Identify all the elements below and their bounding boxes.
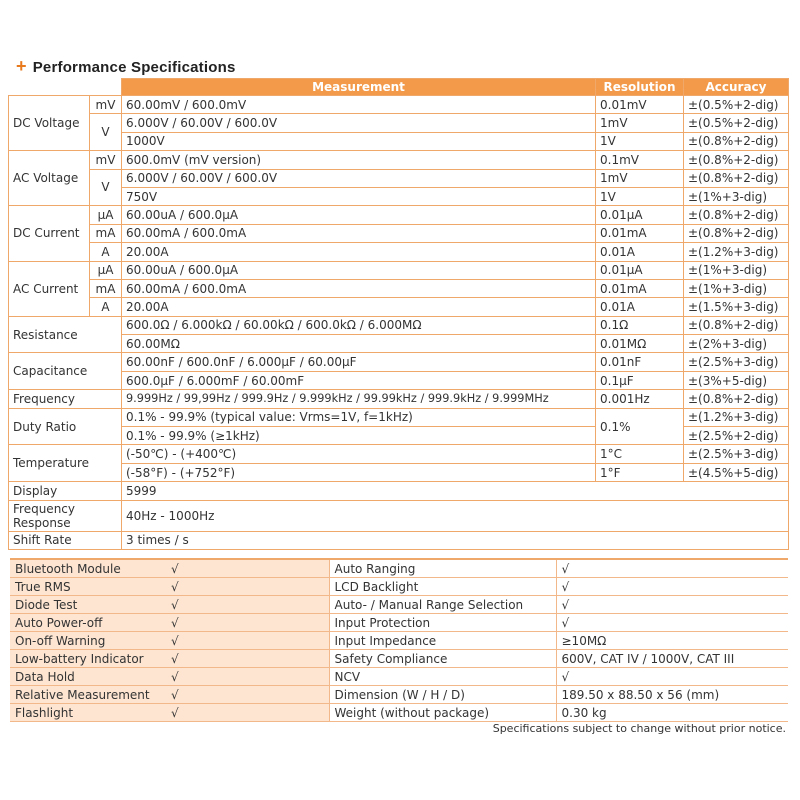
shift-rate-value: 3 times / s xyxy=(122,531,789,549)
accuracy-cell: ±(3%+5-dig) xyxy=(684,371,789,389)
feature-name: Auto- / Manual Range Selection xyxy=(329,596,556,614)
feature-name: Low-battery Indicator xyxy=(10,650,166,668)
plus-icon: + xyxy=(16,56,27,76)
accuracy-cell: ±(1.5%+3-dig) xyxy=(684,298,789,316)
resolution-cell: 0.1μF xyxy=(596,371,684,389)
table-row xyxy=(10,614,788,632)
resolution-cell: 0.01A xyxy=(596,243,684,261)
performance-spec-table xyxy=(8,78,789,550)
unit-cell: A xyxy=(90,298,122,316)
table-row xyxy=(9,408,789,426)
frequency-response-value: 40Hz - 1000Hz xyxy=(122,500,789,531)
accuracy-cell: ±(2%+3-dig) xyxy=(684,335,789,353)
unit-cell: mA xyxy=(90,224,122,242)
resolution-cell: 0.01mV xyxy=(596,96,684,114)
feature-value: √ xyxy=(166,668,329,686)
table-row xyxy=(10,686,788,704)
resolution-cell: 0.01mA xyxy=(596,224,684,242)
range-cell: 6.000V / 60.00V / 600.0V xyxy=(122,169,596,187)
accuracy-cell: ±(4.5%+5-dig) xyxy=(684,463,789,481)
feature-value: √ xyxy=(556,668,788,686)
unit-cell: V xyxy=(90,169,122,206)
range-cell: 600.0μF / 6.000mF / 60.00mF xyxy=(122,371,596,389)
table-row xyxy=(9,531,789,549)
feature-name: Dimension (W / H / D) xyxy=(329,686,556,704)
accuracy-cell: ±(2.5%+3-dig) xyxy=(684,445,789,463)
range-cell: (-58°F) - (+752°F) xyxy=(122,463,596,481)
feature-name: Auto Power-off xyxy=(10,614,166,632)
table-row xyxy=(9,261,789,279)
resolution-cell: 0.01MΩ xyxy=(596,335,684,353)
accuracy-cell: ±(1.2%+3-dig) xyxy=(684,408,789,426)
accuracy-cell: ±(1.2%+3-dig) xyxy=(684,243,789,261)
header-accuracy: Accuracy xyxy=(684,79,789,96)
table-row xyxy=(10,578,788,596)
resolution-cell: 0.01μA xyxy=(596,206,684,224)
range-cell: (-50℃) - (+400℃) xyxy=(122,445,596,463)
unit-cell: μA xyxy=(90,261,122,279)
table-row xyxy=(9,224,789,242)
resolution-cell: 0.1Ω xyxy=(596,316,684,334)
accuracy-cell: ±(0.5%+2-dig) xyxy=(684,96,789,114)
shift-rate-label: Shift Rate xyxy=(9,531,122,549)
accuracy-cell: ±(0.8%+2-dig) xyxy=(684,151,789,169)
dc-voltage-label: DC Voltage xyxy=(9,96,90,151)
header-blank xyxy=(9,79,122,96)
feature-value: √ xyxy=(166,704,329,722)
feature-value: √ xyxy=(166,559,329,578)
range-cell: 60.00mV / 600.0mV xyxy=(122,96,596,114)
accuracy-cell: ±(0.8%+2-dig) xyxy=(684,224,789,242)
table-row xyxy=(9,482,789,500)
table-row xyxy=(9,298,789,316)
resolution-cell: 1mV xyxy=(596,114,684,132)
header-resolution: Resolution xyxy=(596,79,684,96)
feature-name: True RMS xyxy=(10,578,166,596)
feature-name: Bluetooth Module xyxy=(10,559,166,578)
unit-cell: A xyxy=(90,243,122,261)
frequency-response-label-line2: Response xyxy=(13,515,71,530)
feature-value: √ xyxy=(166,614,329,632)
unit-cell: mA xyxy=(90,279,122,297)
table-row xyxy=(9,169,789,187)
resolution-cell: 1°F xyxy=(596,463,684,481)
display-label: Display xyxy=(9,482,122,500)
feature-value: √ xyxy=(556,559,788,578)
table-row xyxy=(10,559,788,578)
feature-name: Data Hold xyxy=(10,668,166,686)
table-row xyxy=(9,500,789,531)
feature-value: 189.50 x 88.50 x 56 (mm) xyxy=(556,686,788,704)
range-cell: 750V xyxy=(122,187,596,205)
resolution-cell: 0.001Hz xyxy=(596,390,684,408)
table-row xyxy=(9,151,789,169)
range-cell: 0.1% - 99.9% (typical value: Vrms=1V, f=1kHz) xyxy=(122,408,596,426)
table-row xyxy=(9,335,789,353)
feature-name: On-off Warning xyxy=(10,632,166,650)
table-row xyxy=(9,132,789,150)
accuracy-cell: ±(2.5%+2-dig) xyxy=(684,427,789,445)
dc-current-label: DC Current xyxy=(9,206,90,261)
feature-value: √ xyxy=(166,686,329,704)
range-cell: 600.0Ω / 6.000kΩ / 60.00kΩ / 600.0kΩ / 6.000MΩ xyxy=(122,316,596,334)
range-cell: 60.00uA / 600.0μA xyxy=(122,206,596,224)
table-row xyxy=(10,650,788,668)
feature-name: Relative Measurement xyxy=(10,686,166,704)
feature-name: Flashlight xyxy=(10,704,166,722)
feature-name: LCD Backlight xyxy=(329,578,556,596)
resolution-cell: 1V xyxy=(596,187,684,205)
unit-cell: mV xyxy=(90,96,122,114)
accuracy-cell: ±(1%+3-dig) xyxy=(684,279,789,297)
table-row xyxy=(9,206,789,224)
feature-value: √ xyxy=(556,614,788,632)
range-cell: 600.0mV (mV version) xyxy=(122,151,596,169)
range-cell: 60.00MΩ xyxy=(122,335,596,353)
feature-name: NCV xyxy=(329,668,556,686)
range-cell: 60.00mA / 600.0mA xyxy=(122,224,596,242)
header-measurement: Measurement xyxy=(122,79,596,96)
table-row xyxy=(9,463,789,481)
table-row xyxy=(9,243,789,261)
duty-ratio-label: Duty Ratio xyxy=(9,408,122,445)
accuracy-cell: ±(0.8%+2-dig) xyxy=(684,390,789,408)
range-cell: 20.00A xyxy=(122,243,596,261)
range-cell: 9.999Hz / 99,99Hz / 999.9Hz / 9.999kHz / 99.99kHz / 999.9kHz / 9.999MHz xyxy=(122,390,596,408)
accuracy-cell: ±(1%+3-dig) xyxy=(684,187,789,205)
table-row xyxy=(9,445,789,463)
accuracy-cell: ±(0.8%+2-dig) xyxy=(684,316,789,334)
feature-value: √ xyxy=(556,596,788,614)
feature-value: √ xyxy=(166,650,329,668)
resolution-cell: 0.01A xyxy=(596,298,684,316)
resolution-cell: 1V xyxy=(596,132,684,150)
accuracy-cell: ±(0.8%+2-dig) xyxy=(684,206,789,224)
temperature-label: Temperature xyxy=(9,445,122,482)
feature-value: √ xyxy=(166,596,329,614)
table-row xyxy=(9,390,789,408)
table-row xyxy=(9,187,789,205)
resolution-cell: 1°C xyxy=(596,445,684,463)
table-row xyxy=(10,596,788,614)
feature-name: Input Impedance xyxy=(329,632,556,650)
accuracy-cell: ±(0.5%+2-dig) xyxy=(684,114,789,132)
unit-cell: mV xyxy=(90,151,122,169)
frequency-response-label-line1: Frequency xyxy=(13,501,75,516)
resolution-cell: 0.01μA xyxy=(596,261,684,279)
accuracy-cell: ±(1%+3-dig) xyxy=(684,261,789,279)
capacitance-label: Capacitance xyxy=(9,353,122,390)
page-title xyxy=(16,56,236,77)
page-title-text: Performance Specifications xyxy=(32,59,236,76)
table-row xyxy=(9,316,789,334)
feature-value: √ xyxy=(556,578,788,596)
feature-value: √ xyxy=(166,632,329,650)
feature-value: 0.30 kg xyxy=(556,704,788,722)
accuracy-cell: ±(2.5%+3-dig) xyxy=(684,353,789,371)
feature-value: 600V, CAT IV / 1000V, CAT III xyxy=(556,650,788,668)
features-table xyxy=(10,558,788,722)
ac-voltage-label: AC Voltage xyxy=(9,151,90,206)
feature-name: Safety Compliance xyxy=(329,650,556,668)
range-cell: 0.1% - 99.9% (≥1kHz) xyxy=(122,427,596,445)
resolution-cell: 0.01nF xyxy=(596,353,684,371)
accuracy-cell: ±(0.8%+2-dig) xyxy=(684,169,789,187)
accuracy-cell: ±(0.8%+2-dig) xyxy=(684,132,789,150)
range-cell: 1000V xyxy=(122,132,596,150)
table-row xyxy=(9,96,789,114)
ac-current-label: AC Current xyxy=(9,261,90,316)
unit-cell: V xyxy=(90,114,122,151)
resolution-cell: 0.01mA xyxy=(596,279,684,297)
table-row xyxy=(9,353,789,371)
feature-name: Weight (without package) xyxy=(329,704,556,722)
spec-header-row xyxy=(9,79,789,96)
range-cell: 60.00nF / 600.0nF / 6.000μF / 60.00μF xyxy=(122,353,596,371)
feature-value: ≥10MΩ xyxy=(556,632,788,650)
table-row xyxy=(10,704,788,722)
table-row xyxy=(10,668,788,686)
range-cell: 6.000V / 60.00V / 600.0V xyxy=(122,114,596,132)
table-row xyxy=(9,279,789,297)
frequency-label: Frequency xyxy=(9,390,122,408)
resolution-cell: 0.1mV xyxy=(596,151,684,169)
table-row xyxy=(9,371,789,389)
feature-name: Diode Test xyxy=(10,596,166,614)
range-cell: 60.00uA / 600.0μA xyxy=(122,261,596,279)
feature-value: √ xyxy=(166,578,329,596)
display-value: 5999 xyxy=(122,482,789,500)
resolution-cell: 0.1% xyxy=(596,408,684,445)
feature-name: Auto Ranging xyxy=(329,559,556,578)
feature-name: Input Protection xyxy=(329,614,556,632)
unit-cell: μA xyxy=(90,206,122,224)
frequency-response-label xyxy=(9,500,122,531)
range-cell: 20.00A xyxy=(122,298,596,316)
disclaimer-note: Specifications subject to change without prior notice. xyxy=(492,722,786,735)
table-row xyxy=(10,632,788,650)
table-row xyxy=(9,114,789,132)
resistance-label: Resistance xyxy=(9,316,122,353)
range-cell: 60.00mA / 600.0mA xyxy=(122,279,596,297)
resolution-cell: 1mV xyxy=(596,169,684,187)
